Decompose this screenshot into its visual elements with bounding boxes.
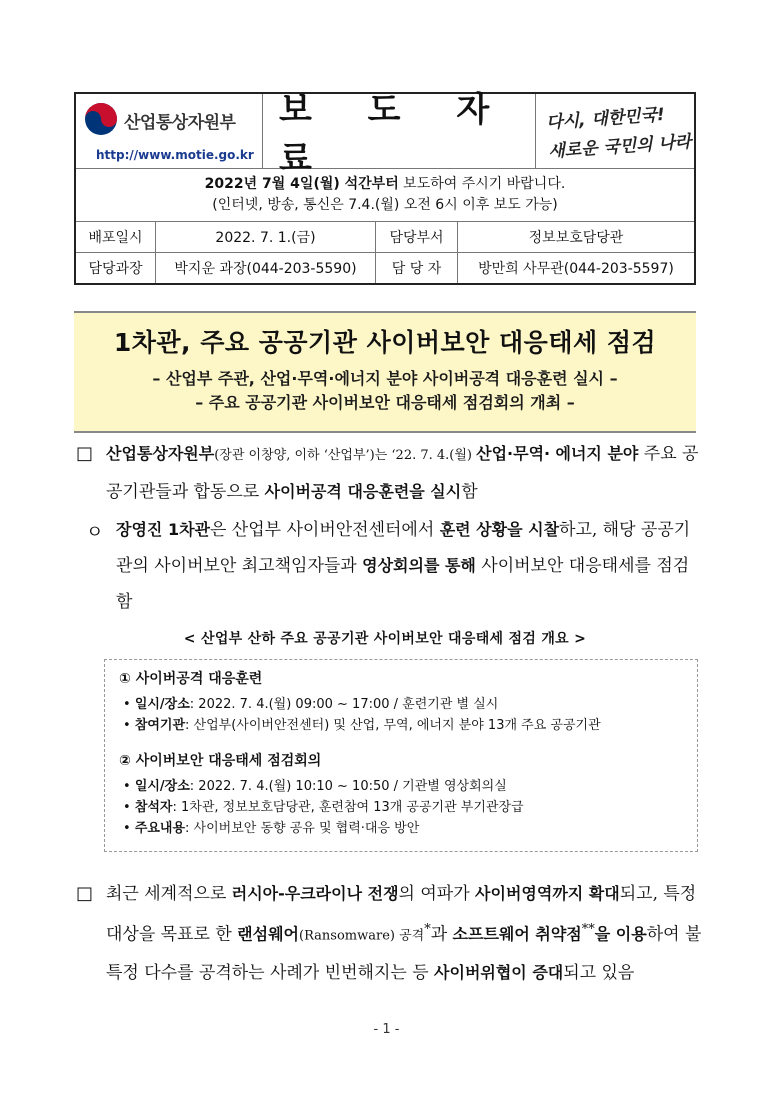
p3-text: (Ransomware) 공격 (299, 928, 425, 944)
bullet-icon: • (123, 697, 131, 712)
p3-text: 과 (430, 924, 453, 945)
p3-text: 사이버영역까지 확대 (475, 884, 620, 903)
p1-text: 산업·무역· (476, 444, 551, 463)
slogan-line-2: 새로운 국민의 나라 (547, 132, 692, 162)
officer-value: 방만희 사무관(044-203-5597) (478, 261, 674, 277)
ministry-name: 산업통상자원부 (124, 113, 236, 133)
ministry-logo-block (76, 94, 263, 168)
circle-bullet-icon: ㅇ (86, 522, 104, 543)
ministry-url-link[interactable]: http://www.motie.go.kr (96, 148, 254, 162)
p2-text: 하고, 해당 공공기관의 사이버보안 최고책임자들과 (116, 520, 691, 576)
release-date-label: 배포일시 (76, 222, 156, 252)
overview-label: 참여기관 (134, 718, 186, 733)
overview-label: 주요내용 (134, 821, 186, 836)
slogan-block (536, 94, 694, 168)
p3-text: 의 여파가 (398, 884, 476, 904)
p1-text: (장관 이창양, 이하 ‘산업부’)는 ‘22. 7. 4.(월) (214, 448, 477, 463)
headline-subtitle-1: – 산업부 주관, 산업·무역·에너지 분야 사이버공격 대응훈련 실시 – (152, 369, 618, 388)
embargo-text: 보도하여 주시기 바랍니다. (398, 176, 566, 192)
overview-line (119, 715, 683, 736)
overview-value: : 사이버보안 동향 공유 및 협력·대응 방안 (185, 821, 420, 836)
headline-title: 1차관, 주요 공공기관 사이버보안 대응태세 점검 (113, 328, 657, 357)
p3-text: 되고, 특정 대상을 목표로 한 (106, 884, 697, 945)
contact-info-row (76, 253, 694, 283)
bullet-icon: • (123, 821, 131, 836)
release-info-row (76, 222, 694, 253)
embargo-date: 2022년 7월 4일(월) 석간부터 (204, 176, 399, 192)
overview-box (104, 659, 698, 852)
department-label: 담당부서 (376, 222, 458, 252)
press-release-header (74, 92, 696, 285)
bullet-icon: • (123, 718, 131, 733)
overview-value: : 2022. 7. 4.(월) 10:10 ~ 10:50 / 기관별 영상회의실 (189, 779, 507, 794)
footnote-mark: ** (581, 922, 595, 937)
overview-line (119, 797, 683, 818)
manager-value: 박지운 과장(044-203-5590) (156, 253, 376, 283)
p3-text: 랜섬웨어 (237, 924, 299, 944)
p3-text: 하여 불특정 다수를 공격하는 사례가 빈번해지는 등 (106, 924, 702, 983)
bullet-icon: • (123, 800, 131, 815)
embargo-notice (76, 169, 694, 221)
p2-text: 은 산업부 사이버안전센터에서 (209, 520, 440, 540)
overview-section-2-title: ② 사이버보안 대응태세 점검회의 (119, 753, 322, 769)
p1-text: 주요 공공기관들과 합동으로 (106, 444, 699, 502)
overview-value: : 산업부(사이버안전센터) 및 산업, 무역, 에너지 분야 13개 주요 공공기관 (185, 718, 601, 733)
p1-text: 사이버공격 대응훈련을 실시 (264, 482, 462, 501)
slogan-line-1: 다시, 대한민국! (545, 104, 666, 134)
p3-text: 소프트웨어 취약점 (452, 924, 582, 944)
taegeuk-logo-icon (84, 102, 118, 136)
document-type-title: 보 도 자 료 (263, 94, 536, 168)
paragraph-2 (116, 512, 702, 620)
overview-line (119, 818, 683, 839)
headline-subtitle-2: – 주요 공공기관 사이버보안 대응태세 점검회의 개최 – (195, 393, 575, 412)
headline-box (74, 311, 696, 433)
p2-text: 장영진 1차관 (116, 520, 210, 539)
overview-line (119, 776, 683, 797)
p3-text: 사이버위협이 증대 (434, 962, 564, 982)
officer-label: 담 당 자 (376, 253, 458, 283)
p3-text: 러시아-우크라이나 전쟁 (231, 884, 399, 903)
p1-text: 에너지 분야 (555, 444, 639, 463)
overview-section-1-title: ① 사이버공격 대응훈련 (119, 671, 263, 687)
overview-value: : 2022. 7. 4.(월) 09:00 ~ 17:00 / 훈련기관 별 실시 (189, 697, 499, 712)
overview-label: 일시/장소 (134, 779, 190, 794)
page-number: - 1 - (373, 1022, 400, 1037)
overview-value: : 1차관, 정보보호담당관, 훈련참여 13개 공공기관 부기관장급 (172, 800, 524, 815)
p2-text: 사이버보안 대응태세를 점검함 (116, 556, 690, 612)
square-bullet-icon: □ (76, 883, 94, 904)
paragraph-1 (106, 436, 702, 510)
overview-title: < 산업부 산하 주요 공공기관 사이버보안 대응태세 점검 개요 > (183, 631, 587, 647)
square-bullet-icon: □ (76, 443, 94, 464)
p3-text: 을 이용 (594, 924, 647, 944)
p3-text: 최근 세계적으로 (106, 884, 232, 904)
department-value: 정보보호담당관 (528, 230, 624, 246)
paragraph-3 (106, 876, 702, 991)
p1-text: 산업통상자원부 (106, 444, 215, 463)
manager-label: 담당과장 (76, 253, 156, 283)
p2-text: 훈련 상황을 시찰 (439, 520, 560, 539)
p1-text: 함 (461, 482, 478, 502)
overview-label: 일시/장소 (134, 697, 190, 712)
footnote-mark: * (424, 922, 431, 937)
embargo-note: (인터넷, 방송, 통신은 7.4.(월) 오전 6시 이후 보도 가능) (212, 197, 558, 213)
overview-label: 참석자 (134, 800, 173, 815)
bullet-icon: • (123, 779, 131, 794)
p2-text: 영상회의를 통해 (362, 556, 476, 575)
p3-text: 되고 있음 (563, 962, 635, 983)
release-date-value: 2022. 7. 1.(금) (156, 222, 376, 252)
overview-line (119, 694, 683, 715)
